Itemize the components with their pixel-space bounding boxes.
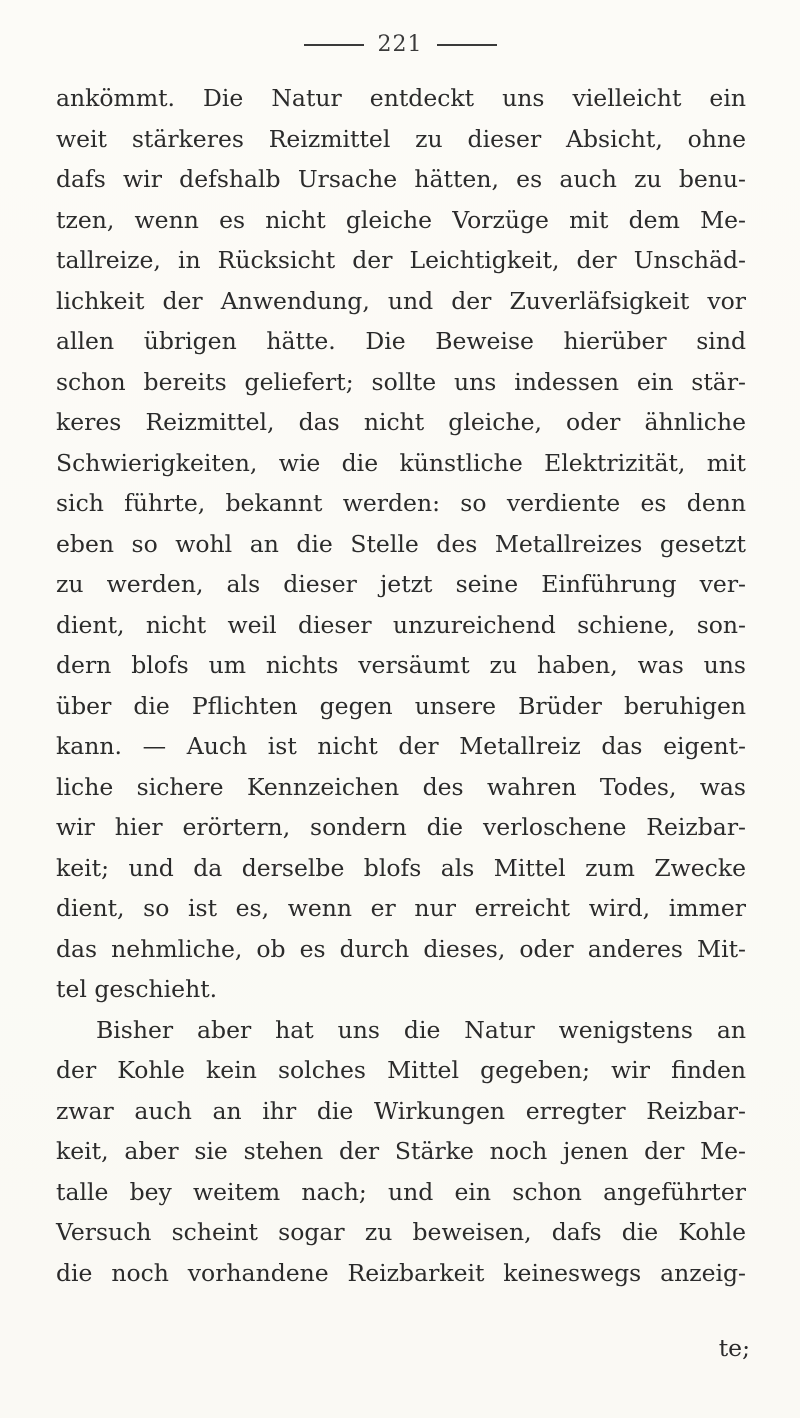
text-line: dafs wir defshalb Ursache hätten, es auch zu benu- bbox=[56, 165, 746, 193]
text-line: talle bey weitem nach; und ein schon angeführter bbox=[56, 1177, 746, 1206]
body-text bbox=[56, 78, 746, 1293]
text-line: der Kohle kein solches Mittel gegeben; wir finden bbox=[56, 1056, 746, 1084]
header-rule-left bbox=[304, 44, 364, 46]
text-line: tallreize, in Rücksicht der Leichtigkeit, der Unschäd- bbox=[56, 246, 746, 274]
text-line: wir hier erörtern, sondern die verloschene Reizbar- bbox=[56, 813, 746, 841]
text-line: das nehmliche, ob es durch dieses, oder anderes Mit- bbox=[56, 934, 746, 963]
text-line: die noch vorhandene Reizbarkeit keineswegs anzeig- bbox=[56, 1258, 746, 1287]
text-line: zwar auch an ihr die Wirkungen erregter Reizbar- bbox=[56, 1096, 746, 1125]
text-line: lichkeit der Anwendung, und der Zuverläfsigkeit vor bbox=[56, 286, 746, 315]
text-line: Versuch scheint sogar zu beweisen, dafs die Kohle bbox=[56, 1218, 746, 1246]
header-rule-right bbox=[437, 44, 497, 46]
text-line: Schwierigkeiten, wie die künstliche Elektrizität, mit bbox=[56, 448, 746, 477]
text-line: liche sichere Kennzeichen des wahren Todes, was bbox=[56, 772, 746, 801]
text-line: dient, nicht weil dieser unzureichend schiene, son- bbox=[56, 610, 746, 639]
page-header bbox=[0, 32, 800, 57]
text-line: über die Pflichten gegen unsere Brüder beruhigen bbox=[56, 691, 746, 720]
text-line: tel geschieht. bbox=[56, 975, 218, 1003]
catchword: te; bbox=[718, 1334, 750, 1362]
text-line: Bisher aber hat uns die Natur wenigstens an bbox=[96, 1015, 746, 1044]
text-line: kann. — Auch ist nicht der Metallreiz das eigent- bbox=[56, 732, 746, 760]
text-line: allen übrigen hätte. Die Beweise hierüber sind bbox=[56, 327, 746, 355]
text-line: weit stärkeres Reizmittel zu dieser Absicht, ohne bbox=[56, 124, 746, 153]
text-line: tzen, wenn es nicht gleiche Vorzüge mit dem Me- bbox=[56, 205, 746, 234]
text-line: keit, aber sie stehen der Stärke noch jenen der Me- bbox=[56, 1137, 746, 1165]
text-line: schon bereits geliefert; sollte uns indessen ein stär- bbox=[56, 367, 746, 396]
text-line: keres Reizmittel, das nicht gleiche, oder ähnliche bbox=[56, 408, 746, 436]
page-number: 221 bbox=[377, 32, 423, 57]
text-line: eben so wohl an die Stelle des Metallreizes gesetzt bbox=[56, 529, 746, 558]
text-line: zu werden, als dieser jetzt seine Einführung ver- bbox=[56, 570, 746, 598]
text-line: keit; und da derselbe blofs als Mittel zum Zwecke bbox=[56, 853, 746, 882]
text-line: sich führte, bekannt werden: so verdiente es denn bbox=[56, 489, 746, 517]
text-line: dient, so ist es, wenn er nur erreicht wird, immer bbox=[56, 894, 746, 922]
text-line: ankömmt. Die Natur entdeckt uns vielleicht ein bbox=[56, 84, 746, 112]
text-line: dern blofs um nichts versäumt zu haben, was uns bbox=[56, 651, 746, 679]
